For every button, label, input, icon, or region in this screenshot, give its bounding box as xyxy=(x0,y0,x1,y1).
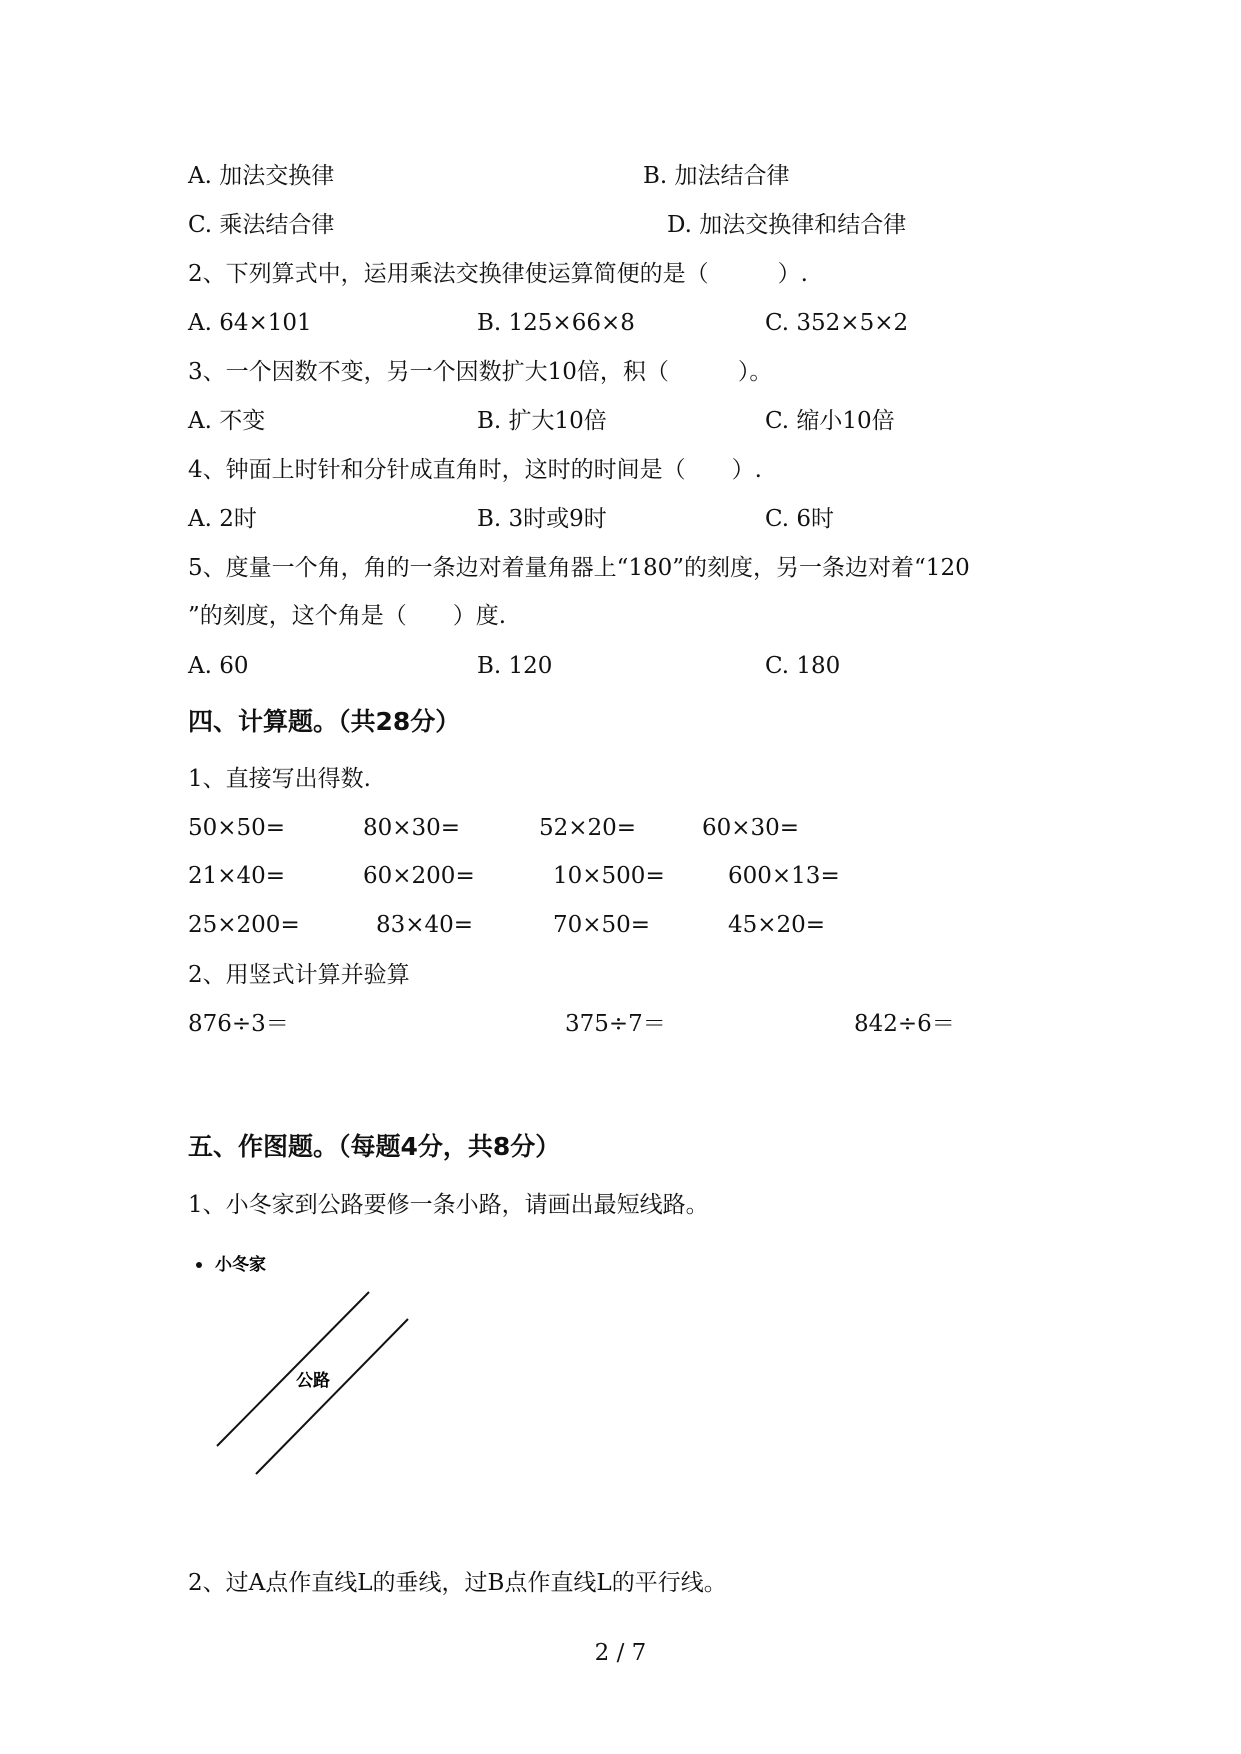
calc-item: 80×30= xyxy=(363,815,461,841)
q1-option-c: C. 乘法结合律 xyxy=(188,212,335,238)
road-label: 公路 xyxy=(296,1371,330,1391)
section4-part1-title: 1、直接写出得数. xyxy=(188,766,371,792)
calc-item: 60×200= xyxy=(363,863,475,889)
section4-part2-title: 2、用竖式计算并验算 xyxy=(188,962,410,988)
calc-item: 83×40= xyxy=(376,912,474,938)
section5-title: 五、作图题。（每题4分，共8分） xyxy=(188,1132,561,1161)
q5-stem-line2: ”的刻度，这个角是（ ）度. xyxy=(188,603,507,629)
calc-item: 70×50= xyxy=(553,912,651,938)
house-label: 小冬家 xyxy=(215,1255,266,1275)
section5-part2-title: 2、过A点作直线L的垂线，过B点作直线L的平行线。 xyxy=(188,1570,727,1596)
calc-item: 52×20= xyxy=(539,815,637,841)
q5-stem-line1: 5、度量一个角，角的一条边对着量角器上“180”的刻度，另一条边对着“120 xyxy=(188,555,970,581)
q1-option-b: B. 加法结合律 xyxy=(643,163,790,189)
section5-part1-title: 1、小冬家到公路要修一条小路，请画出最短线路。 xyxy=(188,1192,709,1218)
q3-option-b: B. 扩大10倍 xyxy=(477,408,607,434)
page-number: 2 / 7 xyxy=(594,1640,647,1666)
q5-option-a: A. 60 xyxy=(188,653,249,679)
q4-option-c: C. 6时 xyxy=(765,506,835,532)
q2-stem: 2、下列算式中，运用乘法交换律使运算简便的是（ ）. xyxy=(188,261,808,287)
calc-item: 600×13= xyxy=(728,863,840,889)
calc-item: 21×40= xyxy=(188,863,286,889)
q4-option-a: A. 2时 xyxy=(188,506,257,532)
q3-stem: 3、一个因数不变，另一个因数扩大10倍，积（ ）。 xyxy=(188,359,773,385)
road-line-upper xyxy=(217,1292,369,1446)
q3-option-a: A. 不变 xyxy=(188,408,266,434)
division-item: 876÷3＝ xyxy=(188,1011,289,1037)
road-diagram xyxy=(185,1240,425,1480)
q5-option-b: B. 120 xyxy=(477,653,553,679)
q2-option-a: A. 64×101 xyxy=(188,310,312,336)
q5-option-c: C. 180 xyxy=(765,653,841,679)
q1-option-a: A. 加法交换律 xyxy=(188,163,335,189)
section4-title: 四、计算题。（共28分） xyxy=(188,707,461,736)
calc-item: 50×50= xyxy=(188,815,286,841)
calc-item: 60×30= xyxy=(702,815,800,841)
q1-option-d: D. 加法交换律和结合律 xyxy=(667,212,907,238)
division-item: 375÷7＝ xyxy=(565,1011,666,1037)
calc-item: 25×200= xyxy=(188,912,300,938)
road-line-lower xyxy=(256,1319,408,1474)
q3-option-c: C. 缩小10倍 xyxy=(765,408,895,434)
house-point xyxy=(196,1262,202,1268)
q2-option-c: C. 352×5×2 xyxy=(765,310,909,336)
calc-item: 45×20= xyxy=(728,912,826,938)
q2-option-b: B. 125×66×8 xyxy=(477,310,635,336)
calc-item: 10×500= xyxy=(553,863,665,889)
q4-option-b: B. 3时或9时 xyxy=(477,506,607,532)
division-item: 842÷6＝ xyxy=(854,1011,955,1037)
q4-stem: 4、钟面上时针和分针成直角时，这时的时间是（ ）. xyxy=(188,457,762,483)
